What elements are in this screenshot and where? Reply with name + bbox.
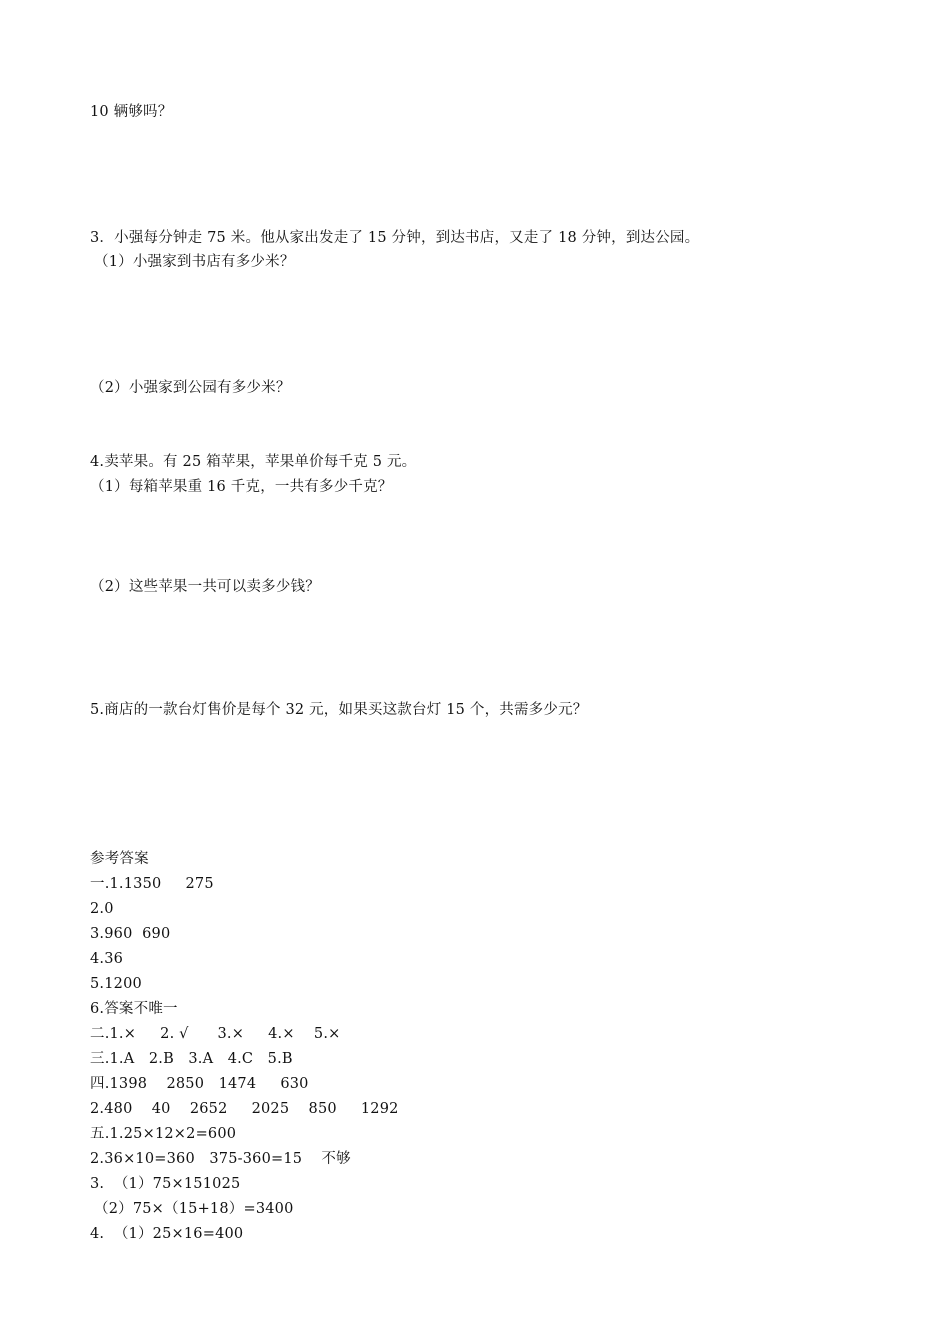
- answer-line: 6.答案不唯一: [90, 1001, 178, 1017]
- answer-line: 五.1.25×12×2=600: [90, 1126, 237, 1142]
- question-3-part-1: （1）小强家到书店有多少米？: [94, 254, 295, 270]
- answer-line: 3. （1）75×151025: [90, 1176, 241, 1192]
- answer-line: 4.36: [90, 951, 124, 967]
- answer-line: 2.0: [90, 901, 114, 917]
- question-4-stem: 4.卖苹果。有 25 箱苹果，苹果单价每千克 5 元。: [90, 454, 417, 470]
- answer-line: 一.1.1350 275: [90, 876, 214, 892]
- question-4-part-1: （1）每箱苹果重 16 千克，一共有多少千克？: [90, 479, 393, 495]
- answer-line: 5.1200: [90, 976, 142, 992]
- question-3-part-2: （2）小强家到公园有多少米？: [90, 380, 291, 396]
- answer-line: （2）75×（15+18）=3400: [94, 1201, 294, 1217]
- answer-key-title: 参考答案: [90, 851, 149, 867]
- answer-line: 4. （1）25×16=400: [90, 1226, 244, 1242]
- answer-line: 二.1.× 2. √ 3.× 4.× 5.×: [90, 1026, 341, 1042]
- answer-line: 2.36×10=360 375-360=15 不够: [90, 1151, 351, 1167]
- answer-line: 2.480 40 2652 2025 850 1292: [90, 1101, 399, 1117]
- question-5-stem: 5.商店的一款台灯售价是每个 32 元，如果买这款台灯 15 个，共需多少元？: [90, 702, 588, 718]
- answer-line: 3.960 690: [90, 926, 171, 942]
- question-3-stem: 3．小强每分钟走 75 米。他从家出发走了 15 分钟，到达书店，又走了 18 分钟，到达公园。: [90, 230, 700, 246]
- answer-line: 四.1398 2850 1474 630: [90, 1076, 309, 1092]
- question-4-part-2: （2）这些苹果一共可以卖多少钱？: [90, 579, 320, 595]
- answer-line: 三.1.A 2.B 3.A 4.C 5.B: [90, 1051, 293, 1067]
- q2-continuation: 10 辆够吗？: [90, 104, 173, 120]
